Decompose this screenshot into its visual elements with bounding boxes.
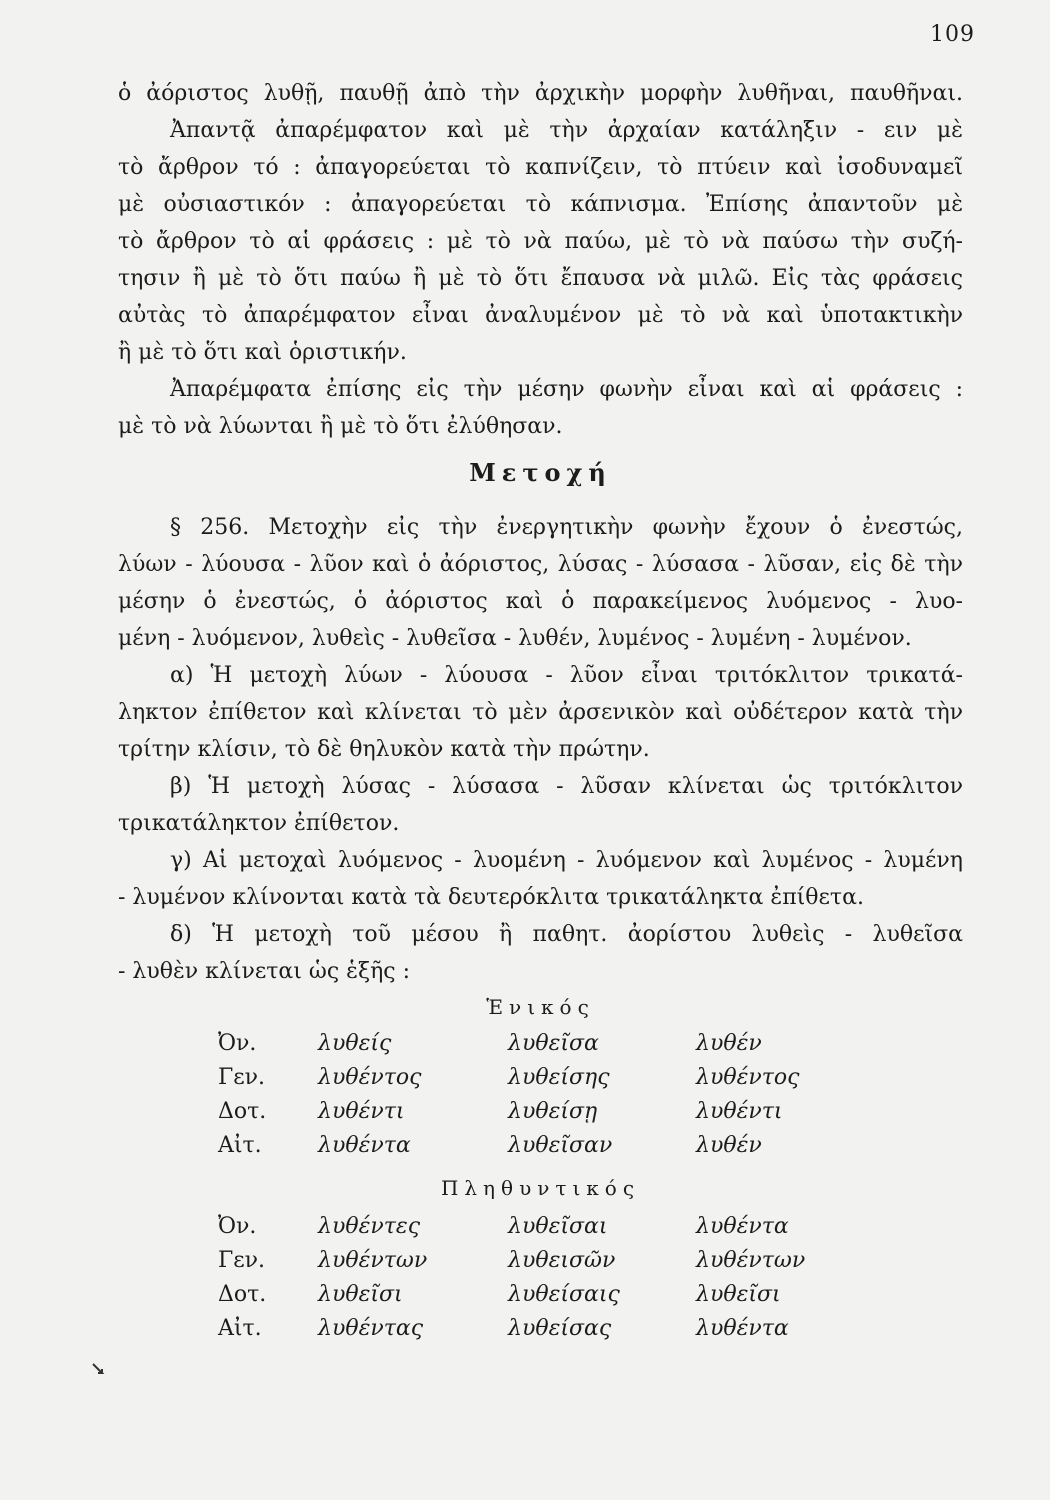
masculine-form: λυθέντα <box>318 1133 411 1158</box>
case-label: Δοτ. <box>218 1282 267 1307</box>
text-line: ληκτον ἐπίθετον καὶ κλίνεται τὸ μὲν ἀρσενικὸν καὶ οὐδέτερον κατὰ τὴν <box>118 700 963 725</box>
text-line: ὁ ἀόριστος λυθῇ, παυθῇ ἀπὸ τὴν ἀρχικὴν μορφὴν λυθῆναι, παυθῆναι. <box>118 81 963 106</box>
neuter-form: λυθέντα <box>696 1316 789 1341</box>
declension-row <box>118 1279 963 1311</box>
feminine-form: λυθεισῶν <box>508 1248 616 1273</box>
neuter-form: λυθέντων <box>696 1248 806 1273</box>
masculine-form: λυθέντων <box>318 1248 428 1273</box>
text-line: μὲ τὸ νὰ λύωνται ἢ μὲ τὸ ὅτι ἐλύθησαν. <box>118 414 563 439</box>
text-line: μένη - λυόμενον, λυθεὶς - λυθεῖσα - λυθέν, λυμένος - λυμένη - λυμένον. <box>118 626 912 651</box>
declension-row <box>118 1313 963 1345</box>
masculine-form: λυθέντι <box>318 1099 405 1124</box>
margin-arrow-icon <box>92 1363 106 1377</box>
text-line: τησιν ἢ μὲ τὸ ὅτι παύω ἢ μὲ τὸ ὅτι ἔπαυσα νὰ μιλῶ. Εἰς τὰς φράσεις <box>118 266 963 291</box>
singular-heading: Ἑνικός <box>486 995 595 1019</box>
feminine-form: λυθείσαις <box>508 1282 620 1307</box>
text-line: ἢ μὲ τὸ ὅτι καὶ ὁριστικήν. <box>118 340 407 365</box>
neuter-form: λυθέν <box>696 1133 762 1158</box>
neuter-form: λυθεῖσι <box>696 1282 781 1307</box>
text-line: τὸ ἄρθρον τό : ἀπαγορεύεται τὸ καπνίζειν, τὸ πτύειν καὶ ἰσοδυναμεῖ <box>118 155 963 180</box>
masculine-form: λυθέντος <box>318 1065 422 1090</box>
feminine-form: λυθεῖσαν <box>508 1133 613 1158</box>
text-line: β) Ἡ μετοχὴ λύσας - λύσασα - λῦσαν κλίνεται ὡς τριτόκλιτον <box>170 774 963 799</box>
masculine-form: λυθείς <box>318 1031 392 1056</box>
case-label: Αἰτ. <box>218 1316 262 1341</box>
text-line: γ) Αἱ μετοχαὶ λυόμενος - λυομένη - λυόμενον καὶ λυμένος - λυμένη <box>170 848 963 873</box>
text-line: μὲ οὐσιαστικόν : ἀπαγορεύεται τὸ κάπνισμα. Ἐπίσης ἀπαντοῦν μὲ <box>118 192 963 217</box>
case-label: Αἰτ. <box>218 1133 262 1158</box>
plural-heading: Πληθυντικός <box>440 1176 641 1200</box>
case-label: Ὀν. <box>218 1214 257 1239</box>
text-line: δ) Ἡ μετοχὴ τοῦ μέσου ἢ παθητ. ἀορίστου λυθεὶς - λυθεῖσα <box>170 922 963 947</box>
neuter-form: λυθέν <box>696 1031 762 1056</box>
feminine-form: λυθείσῃ <box>508 1099 598 1124</box>
feminine-form: λυθεῖσα <box>508 1031 599 1056</box>
declension-row <box>118 1130 963 1162</box>
case-label: Γεν. <box>218 1065 266 1090</box>
text-line: τὸ ἄρθρον τὸ αἱ φράσεις : μὲ τὸ νὰ παύω, μὲ τὸ νὰ παύσω τὴν συζή- <box>118 229 963 254</box>
text-line: αὐτὰς τὸ ἀπαρέμφατον εἶναι ἀναλυμένον μὲ τὸ νὰ καὶ ὑποτακτικὴν <box>118 303 963 328</box>
masculine-form: λυθέντας <box>318 1316 424 1341</box>
feminine-form: λυθείσης <box>508 1065 610 1090</box>
masculine-form: λυθεῖσι <box>318 1282 403 1307</box>
text-line: α) Ἡ μετοχὴ λύων - λύουσα - λῦον εἶναι τριτόκλιτον τρικατά- <box>170 663 963 688</box>
feminine-form: λυθείσας <box>508 1316 612 1341</box>
neuter-form: λυθέντος <box>696 1065 800 1090</box>
text-line: - λυμένον κλίνονται κατὰ τὰ δευτερόκλιτα τρικατάληκτα ἐπίθετα. <box>118 885 864 910</box>
text-line: Ἀπαντᾷ ἀπαρέμφατον καὶ μὲ τὴν ἀρχαίαν κατάληξιν - ειν μὲ <box>170 118 963 143</box>
page-number: 109 <box>930 22 975 47</box>
case-label: Δοτ. <box>218 1099 267 1124</box>
text-line: Ἀπαρέμφατα ἐπίσης εἰς τὴν μέσην φωνὴν εἶναι καὶ αἱ φράσεις : <box>170 377 963 402</box>
text-line: λύων - λύουσα - λῦον καὶ ὁ ἀόριστος, λύσας - λύσασα - λῦσαν, εἰς δὲ τὴν <box>118 552 963 577</box>
text-line: τρικατάληκτον ἐπίθετον. <box>118 811 400 836</box>
neuter-form: λυθέντι <box>696 1099 783 1124</box>
declension-row <box>118 1028 963 1060</box>
margin-mark <box>92 1361 106 1382</box>
declension-row <box>118 1096 963 1128</box>
neuter-form: λυθέντα <box>696 1214 789 1239</box>
feminine-form: λυθεῖσαι <box>508 1214 608 1239</box>
declension-row <box>118 1245 963 1277</box>
text-line: § 256. Μετοχὴν εἰς τὴν ἐνεργητικὴν φωνὴν ἔχουν ὁ ἐνεστώς, <box>170 515 963 540</box>
text-line: μέσην ὁ ἐνεστώς, ὁ ἀόριστος καὶ ὁ παρακείμενος λυόμενος - λυο- <box>118 589 963 614</box>
text-line: τρίτην κλίσιν, τὸ δὲ θηλυκὸν κατὰ τὴν πρώτην. <box>118 737 650 762</box>
declension-row <box>118 1062 963 1094</box>
case-label: Γεν. <box>218 1248 266 1273</box>
masculine-form: λυθέντες <box>318 1214 421 1239</box>
text-line: - λυθὲν κλίνεται ὡς ἑξῆς : <box>118 959 410 984</box>
declension-row <box>118 1211 963 1243</box>
case-label: Ὀν. <box>218 1031 257 1056</box>
section-title: Μετοχή <box>469 458 612 487</box>
